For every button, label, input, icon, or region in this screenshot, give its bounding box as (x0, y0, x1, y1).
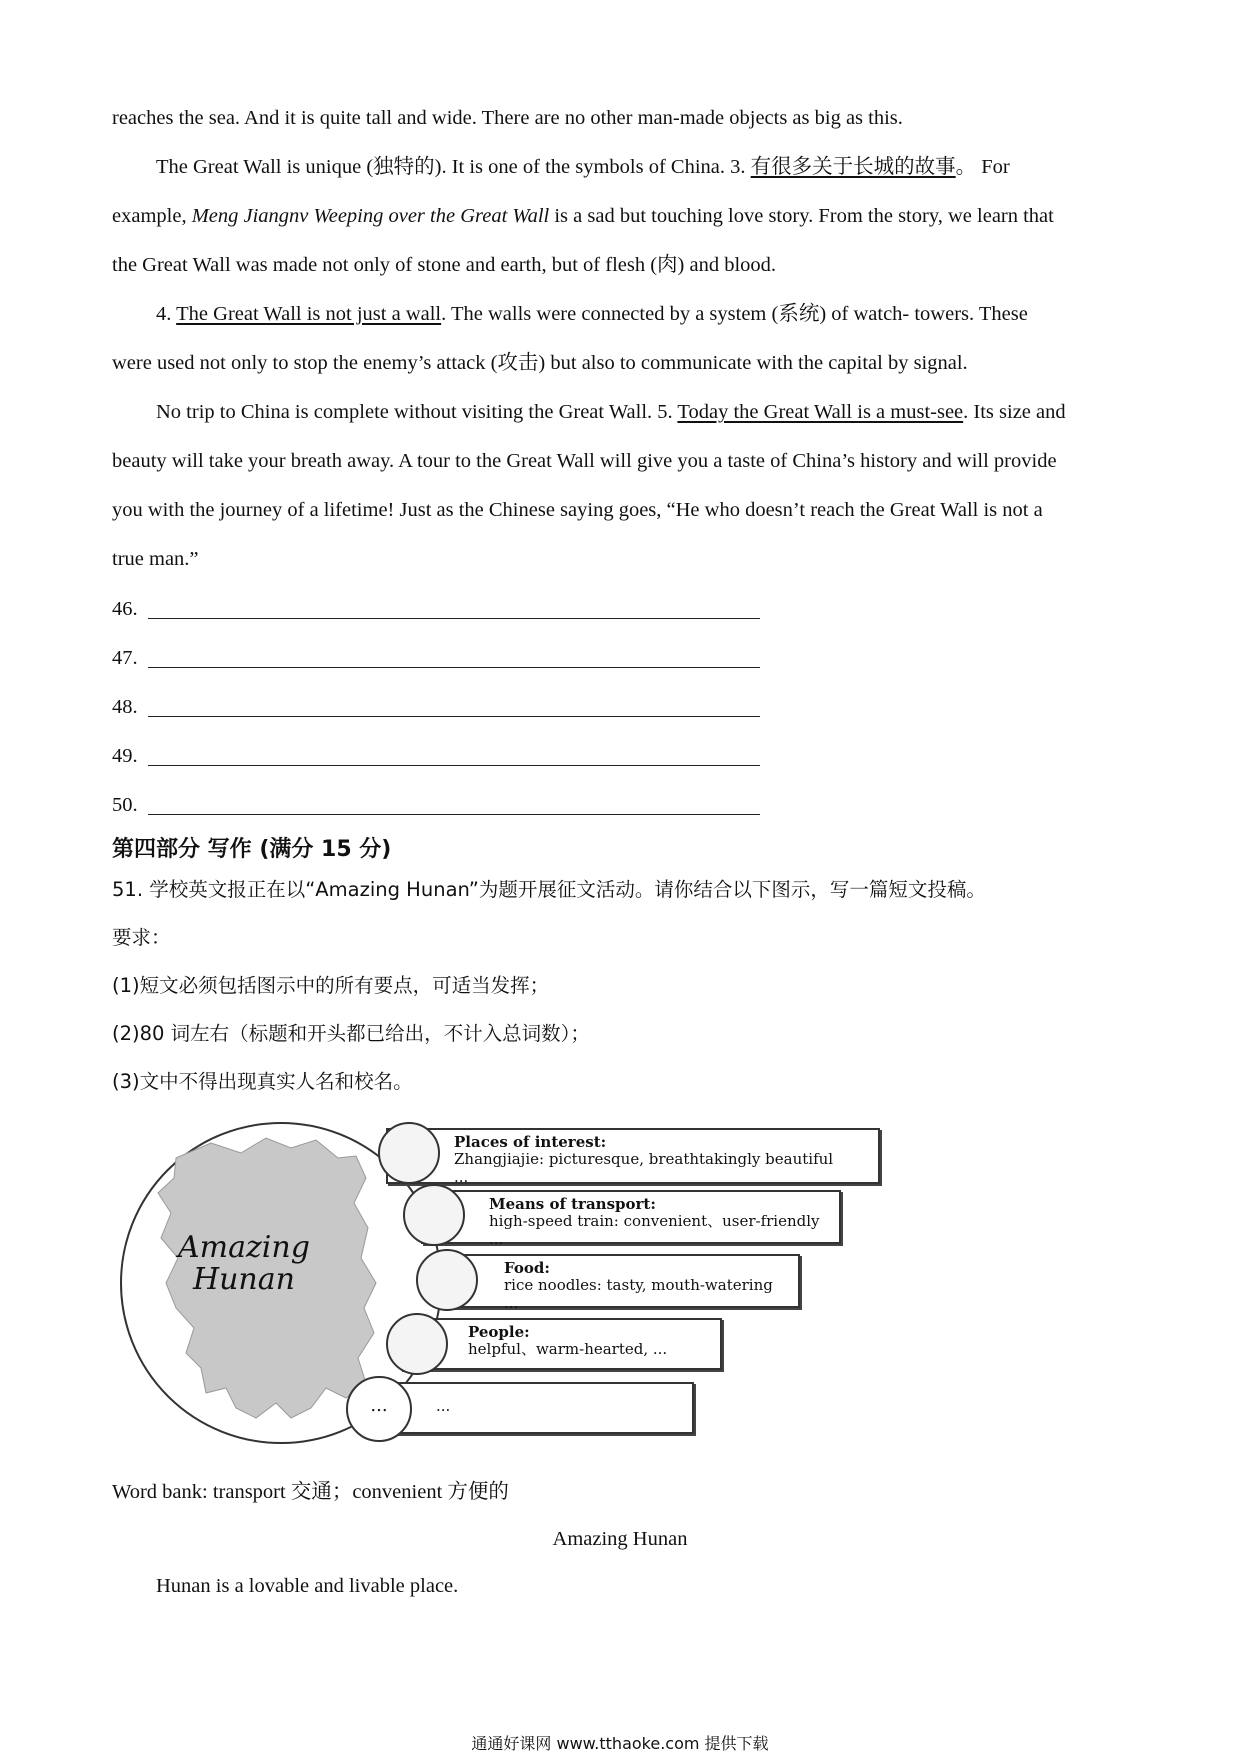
requirement-2: (2)80 词左右（标题和开头都已给出，不计入总词数）； (112, 1022, 590, 1045)
answer-blank[interactable] (148, 667, 760, 668)
amazing-hunan-figure (116, 1118, 886, 1458)
answer-line-46[interactable] (112, 598, 762, 622)
passage-line: The Great Wall is unique (独特的). It is one of the symbols of China. 3. 有很多关于长城的故事。 For (156, 156, 1010, 178)
answer-number: 47. (112, 647, 138, 669)
answer-number: 46. (112, 598, 138, 620)
section-heading: 第四部分 写作 (满分 15 分) (112, 837, 392, 862)
answer-number: 49. (112, 745, 138, 767)
answer-blank[interactable] (148, 618, 760, 619)
answer-line-49[interactable] (112, 745, 762, 769)
page-footer: 通通好课网 www.tthaoke.com 提供下载 (471, 1734, 769, 1753)
person-icon (386, 1313, 448, 1375)
passage-line: example, Meng Jiangnv Weeping over the Great Wall is a sad but touching love story. From the story, we learn that (112, 205, 1054, 227)
food-box: Food: rice noodles: tasty, mouth-watering ... (436, 1254, 800, 1308)
more-box: ... (368, 1382, 694, 1434)
map-caption: Amazing Hunan (178, 1230, 310, 1297)
passage-line: true man.” (112, 548, 199, 570)
places-of-interest-box: Places of interest: Zhangjiajie: picturesque, breathtakingly beautiful ... (386, 1128, 880, 1184)
noodles-icon (416, 1249, 478, 1311)
answer-blank[interactable] (148, 814, 760, 815)
ellipsis-icon: ... (346, 1376, 412, 1442)
requirements-label: 要求： (112, 926, 171, 949)
essay-title: Amazing Hunan (552, 1528, 688, 1550)
task-prompt: 51. 学校英文报正在以“Amazing Hunan”为题开展征文活动。请你结合以下图示，写一篇短文投稿。 (112, 878, 986, 901)
answer-blank[interactable] (148, 765, 760, 766)
story-title: Meng Jiangnv Weeping over the Great Wall (191, 205, 550, 227)
train-icon (403, 1184, 465, 1246)
underlined-sentence-3: 有很多关于长城的故事 (750, 156, 956, 178)
passage-line: you with the journey of a lifetime! Just as the Chinese saying goes, “He who doesn’t reach the Great Wall is not a (112, 499, 1043, 521)
requirement-1: (1)短文必须包括图示中的所有要点，可适当发挥； (112, 974, 550, 997)
requirement-3: (3)文中不得出现真实人名和校名。 (112, 1070, 413, 1093)
passage-line: the Great Wall was made not only of stone and earth, but of flesh (肉) and blood. (112, 254, 777, 276)
answer-line-48[interactable] (112, 696, 762, 720)
essay-opening: Hunan is a lovable and livable place. (156, 1575, 459, 1597)
passage-line: beauty will take your breath away. A tour to the Great Wall will give you a taste of China’s history and will provide (112, 450, 1057, 472)
underlined-sentence-5: Today the Great Wall is a must-see (677, 401, 964, 423)
word-bank: Word bank: transport 交通；convenient 方便的 (112, 1481, 509, 1503)
answer-line-47[interactable] (112, 647, 762, 671)
answer-number: 50. (112, 794, 138, 816)
passage-line: were used not only to stop the enemy’s attack (攻击) but also to communicate with the capital by signal. (112, 352, 968, 374)
answer-line-50[interactable] (112, 794, 762, 818)
people-box: People: helpful、warm-hearted, ... (400, 1318, 722, 1370)
passage-line: 4. The Great Wall is not just a wall. The walls were connected by a system (系统) of watch- towers. These (156, 303, 1028, 325)
scenery-icon (378, 1122, 440, 1184)
answer-number: 48. (112, 696, 138, 718)
answer-blank[interactable] (148, 716, 760, 717)
passage-line: reaches the sea. And it is quite tall and wide. There are no other man-made objects as big as this. (112, 107, 903, 129)
underlined-sentence-4: The Great Wall is not just a wall (176, 303, 442, 325)
means-of-transport-box: Means of transport: high-speed train: convenient、user-friendly ... (421, 1190, 841, 1244)
passage-line: No trip to China is complete without visiting the Great Wall. 5. Today the Great Wall is a must-see. Its size and (156, 401, 1066, 423)
